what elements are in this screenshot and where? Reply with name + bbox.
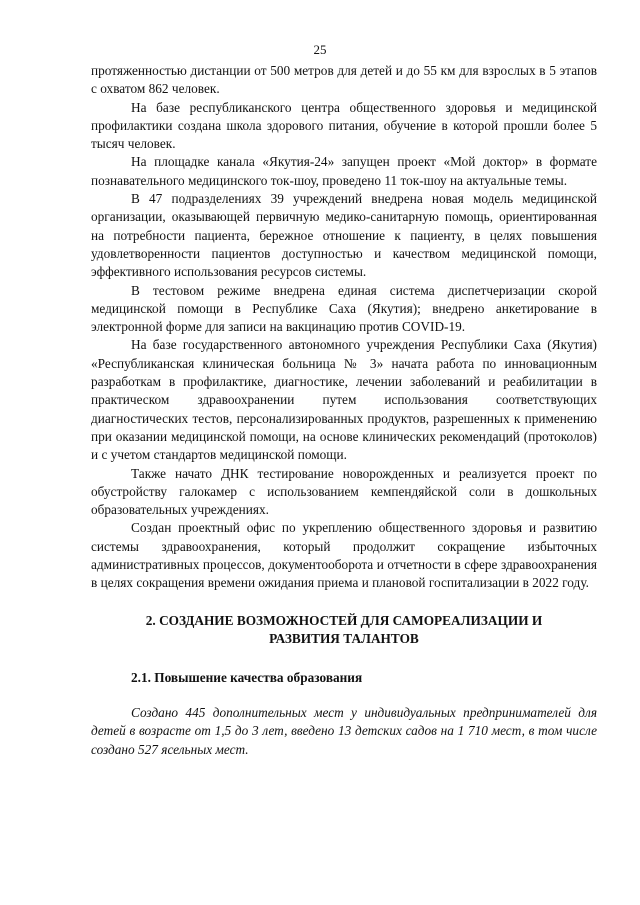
paragraph-healthy-nutrition-school: На базе республиканского центра общественного здоровья и медицинской профилактики создана школа здорового питания, обучение в которой прошли более 5 тысяч человек.	[91, 99, 597, 152]
section-heading-line-2: РАЗВИТИЯ ТАЛАНТОВ	[269, 631, 419, 647]
paragraph-continuation: протяженностью дистанции от 500 метров для детей и до 55 км для взрослых в 5 этапов с охватом 862 человек.	[91, 63, 597, 97]
paragraph-kindergarten-places: Создано 445 дополнительных мест у индивидуальных предпринимателей для детей в возрасте от 1,5 до 3 лет, введено 13 детских садов на 1 710 мест, в том числе создано 527 ясельных мест.	[91, 705, 597, 757]
paragraph-dispatch-system: В тестовом режиме внедрена единая система диспетчеризации скорой медицинской помощи в Республике Саха (Якутия); внедрено анкетирование в электронной форме для записи на вакцинацию против COVID-19.	[91, 282, 597, 335]
paragraph-hospital-innovation: На базе государственного автономного учреждения Республики Саха (Якутия) «Республиканская клиническая больница № 3» начата работа по инновационным разработкам в профилактике, диагностике, лечении заболеваний и реабилитации в практическом здравоохранении путем использования соответствующих диагностических тестов, персонализированных продуктов, разрешенных к применению при оказании медицинской помощи, на основе клинических рекомендаций (протоколов) и с учетом стандартов медицинской помощи.	[91, 337, 597, 463]
body-text	[91, 62, 597, 759]
paragraph-project-office: Создан проектный офис по укреплению общественного здоровья и развитию системы здравоохранения, который продолжит сокращение избыточных административных процессов, документооборота и отчетности в сфере здравоохранения в целях сокращения времени ожидания приема и плановой госпитализации в 2022 году.	[91, 520, 597, 591]
section-heading	[91, 612, 597, 649]
paragraph-my-doctor-project: На площадке канала «Якутия-24» запущен проект «Мой доктор» в формате познавательного медицинского ток-шоу, проведено 11 ток-шоу на актуальные темы.	[91, 154, 597, 188]
subsection-heading: 2.1. Повышение качества образования	[131, 669, 363, 685]
page-number: 25	[313, 42, 327, 57]
paragraph-dna-testing: Также начато ДНК тестирование новорожденных и реализуется проект по обустройству галокамер с использованием кемпендяйской соли в дошкольных образовательных учреждениях.	[91, 465, 597, 518]
paragraph-new-care-model: В 47 подразделениях 39 учреждений внедрена новая модель медицинской организации, оказывающей первичную медико-санитарную помощь, ориентированная на потребности пациента, бережное отношение к пациенту, в целях повышения удовлетворенности пациентов доступностью и качеством медицинской помощи, эффективного использования ресурсов системы.	[91, 191, 597, 280]
section-heading-line-1: 2. СОЗДАНИЕ ВОЗМОЖНОСТЕЙ ДЛЯ САМОРЕАЛИЗАЦИИ И	[145, 612, 543, 628]
